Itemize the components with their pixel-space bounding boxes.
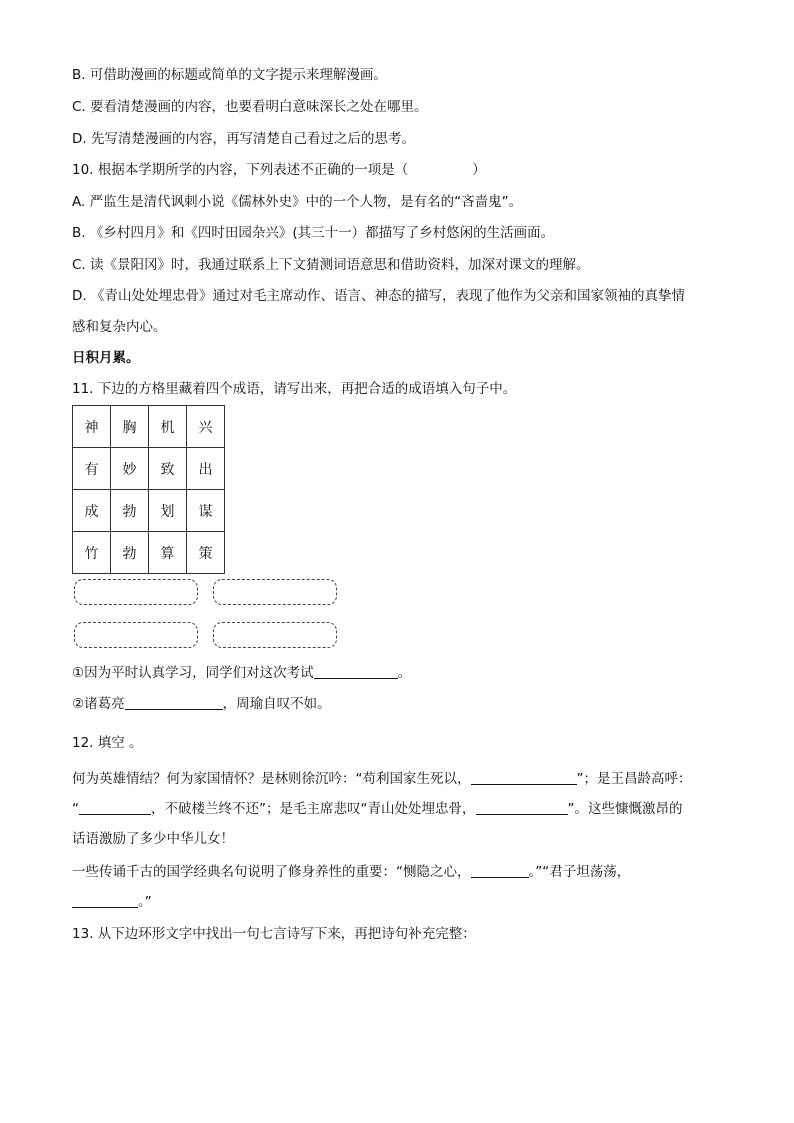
question-10-paren-end: ）	[472, 162, 486, 178]
option-c-line: C. 要看清楚漫画的内容，也要看明白意味深长之处在哪里。	[72, 99, 428, 115]
grid-row	[73, 406, 225, 448]
q10-option-c: C. 读《景阳冈》时，我通过联系上下文猜测词语意思和借助资料，加深对课文的理解。	[72, 257, 590, 273]
grid-cell: 谋	[187, 490, 225, 532]
passage-text: ，不破楼兰终不还”；是毛主席悲叹“青山处处埋忠骨，	[151, 801, 476, 817]
q10-option-b: B. 《乡村四月》和《四时田园杂兴》(其三十一）都描写了乡村悠闲的生活画面。	[72, 225, 555, 241]
grid-cell: 勃	[111, 490, 149, 532]
question-12: 12. 填空 。	[72, 735, 143, 751]
idiom-answer-box-1[interactable]	[74, 579, 198, 605]
passage-text: 。”	[138, 894, 152, 910]
passage-1-line-1	[72, 769, 692, 789]
sentence-2-end: ，周瑜自叹不如。	[222, 696, 331, 712]
grid-cell: 胸	[111, 406, 149, 448]
passage-text: “	[72, 801, 79, 817]
passage-text: ”。这些慷慨激昂的	[567, 801, 683, 817]
question-10-text: 10. 根据本学期所学的内容，下列表述不正确的一项是（	[72, 162, 409, 178]
grid-cell: 有	[73, 448, 111, 490]
question-13: 13. 从下边环形文字中找出一句七言诗写下来，再把诗句补充完整：	[72, 926, 476, 942]
idiom-answer-box-4[interactable]	[213, 622, 337, 648]
grid-cell: 成	[73, 490, 111, 532]
grid-cell: 划	[149, 490, 187, 532]
idiom-answer-box-2[interactable]	[213, 579, 337, 605]
option-d-line: D. 先写清楚漫画的内容，再写清楚自己看过之后的思考。	[72, 131, 415, 147]
passage-text: 一些传诵千古的国学经典名句说明了修身养性的重要：“恻隐之心，	[72, 864, 471, 880]
grid-cell: 算	[149, 532, 187, 574]
idiom-answer-box-3[interactable]	[74, 622, 198, 648]
grid-cell: 策	[187, 532, 225, 574]
grid-row	[73, 490, 225, 532]
grid-cell: 神	[73, 406, 111, 448]
q10-option-d-line2: 感和复杂内心。	[72, 319, 167, 335]
section-heading: 日积月累。	[72, 350, 140, 366]
idiom-grid	[72, 405, 225, 574]
sentence-1-end: 。	[397, 665, 412, 681]
sentence-2	[72, 694, 331, 714]
sentence-1-text: ①因为平时认真学习，同学们对这次考试	[72, 665, 314, 681]
q10-option-d-line1: D. 《青山处处埋忠骨》通过对毛主席动作、语言、神态的描写，表现了他作为父亲和国家领袖的真挚情	[72, 288, 685, 304]
grid-row	[73, 448, 225, 490]
passage-2-line-1	[72, 862, 630, 882]
grid-cell: 兴	[187, 406, 225, 448]
sentence-1-blank[interactable]	[314, 664, 398, 679]
grid-cell: 妙	[111, 448, 149, 490]
sentence-2-text: ②诸葛亮	[72, 696, 125, 712]
fill-blank-2[interactable]	[79, 800, 151, 815]
fill-blank-4[interactable]	[471, 863, 529, 878]
grid-cell: 竹	[73, 532, 111, 574]
question-11: 11. 下边的方格里藏着四个成语，请写出来，再把合适的成语填入句子中。	[72, 381, 517, 397]
passage-1-line-3: 话语激励了多少中华儿女！	[72, 831, 234, 847]
grid-cell: 机	[149, 406, 187, 448]
question-10	[72, 160, 486, 180]
option-b-line: B. 可借助漫画的标题或简单的文字提示来理解漫画。	[72, 67, 387, 83]
passage-1-line-2	[72, 799, 683, 819]
fill-blank-3[interactable]	[476, 800, 568, 815]
passage-text: 何为英雄情结？何为家国情怀？是林则徐沉吟：“苟利国家生死以，	[72, 771, 471, 787]
sentence-1	[72, 663, 411, 683]
grid-row	[73, 532, 225, 574]
fill-blank-1[interactable]	[471, 770, 577, 785]
grid-cell: 勃	[111, 532, 149, 574]
passage-2-line-2	[72, 892, 152, 912]
sentence-2-blank[interactable]	[125, 695, 223, 710]
fill-blank-5[interactable]	[72, 893, 138, 908]
grid-cell: 致	[149, 448, 187, 490]
passage-text: ”；是王昌龄高呼：	[576, 771, 692, 787]
passage-text: 。”“君子坦荡荡，	[528, 864, 631, 880]
q10-option-a: A. 严监生是清代讽刺小说《儒林外史》中的一个人物，是有名的“吝啬鬼”。	[72, 194, 523, 210]
grid-cell: 出	[187, 448, 225, 490]
